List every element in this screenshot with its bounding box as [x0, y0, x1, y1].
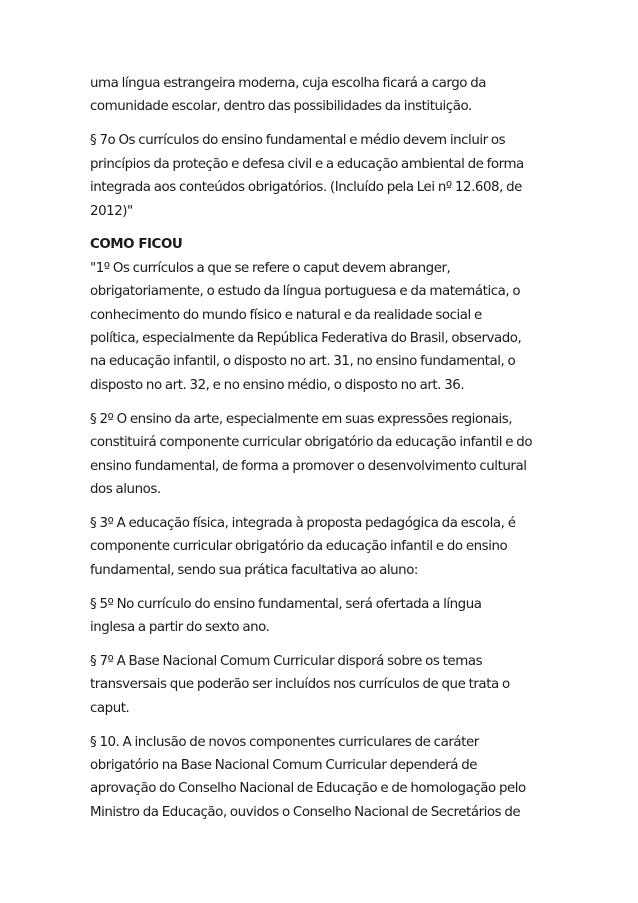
paragraph-lingua-estrangeira: uma língua estrangeira moderna, cuja escolha ficará a cargo da comunidade escolar, dentro das possibilidades da instituição. [90, 76, 487, 115]
paragraph-7o-base-nacional: § 7º A Base Nacional Comum Curricular disporá sobre os temas transversais que poderão ser incluídos nos currículos de que trata o caput. [90, 653, 510, 716]
paragraph-5o-lingua-inglesa: § 5º No currículo do ensino fundamental, será ofertada a língua inglesa a partir do sexto ano. [90, 596, 482, 636]
paragraph-10-inclusao: § 10. A inclusão de novos componentes curriculares de caráter obrigatório na Base Nacional Comum Curricular dependerá de aprovação do Conselho Nacional de Educação e de homologação pelo Ministro da Educação, ouvidos o Conselho Nacional de Secretários de [90, 734, 526, 820]
section-heading: COMO FICOU [90, 237, 183, 253]
paragraph-2o-ensino-arte: § 2º O ensino da arte, especialmente em suas expressões regionais, constituirá componente curricular obrigatório da educação infantil e do ensino fundamental, de forma a promover o desenvolvimento cultural dos alunos. [90, 411, 533, 497]
paragraph-3o-educacao-fisica: § 3º A educação física, integrada à proposta pedagógica da escola, é componente curricular obrigatório da educação infantil e do ensino fundamental, sendo sua prática facultativa ao aluno: [90, 515, 516, 578]
paragraph-1o-curriculos: "1º Os currículos a que se refere o caput devem abranger, obrigatoriamente, o estudo da língua portuguesa e da matemática, o conhecimento do mundo físico e natural e da realidade social e política, especialmente da República Federativa do Brasil, observado, na educação infantil, o disposto no art. 31, no ensino fundamental, o disposto no art. 32, e no ensino médio, o disposto no art. 36. [90, 260, 522, 393]
document-page [90, 72, 552, 835]
paragraph-paragrafo-7o: § 7o Os currículos do ensino fundamental e médio devem incluir os princípios da proteção e defesa civil e a educação ambiental de forma integrada aos conteúdos obrigatórios. (Incluído pela Lei nº 12.608, de 2012)" [90, 133, 524, 219]
